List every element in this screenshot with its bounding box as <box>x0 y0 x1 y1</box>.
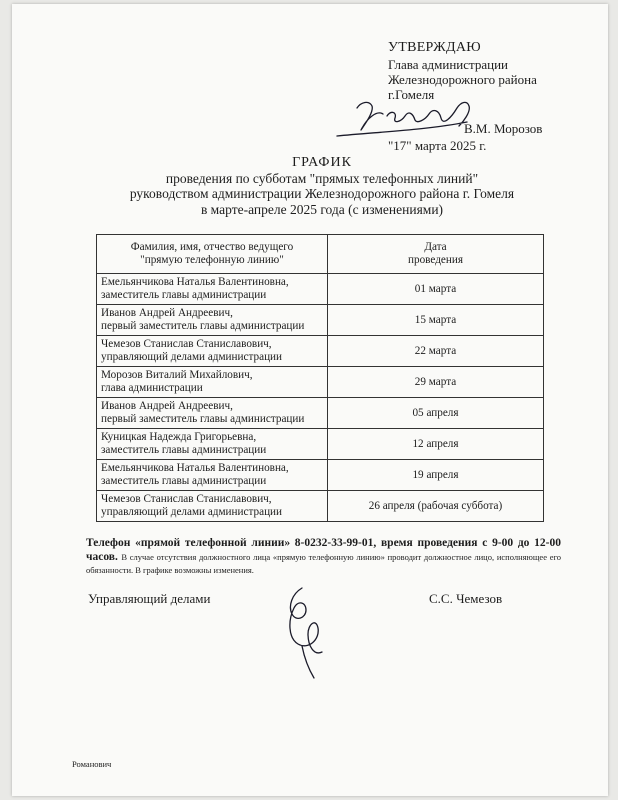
approver-name: В.М. Морозов <box>464 121 543 136</box>
title-line: в марте-апреле 2025 года (с изменениями) <box>200 201 444 217</box>
table-row <box>97 398 544 429</box>
document-page <box>12 4 608 796</box>
table-row <box>97 429 544 460</box>
cell-date: 15 марта <box>328 305 544 336</box>
table-row <box>97 460 544 491</box>
cell-date: 26 апреля (рабочая суббота) <box>328 491 544 522</box>
header-person: Фамилия, имя, отчество ведущего "прямую телефонную линию" <box>97 235 328 274</box>
manager-title: Управляющий делами <box>88 591 211 606</box>
cell-date: 12 апреля <box>328 429 544 460</box>
manager-signature <box>262 584 352 684</box>
approval-block <box>388 40 537 102</box>
table-row <box>97 274 544 305</box>
header-date: Дата проведения <box>328 235 544 274</box>
approval-heading: УТВЕРЖДАЮ <box>388 40 481 55</box>
cell-person: Чемезов Станислав Станиславович, управляющий делами администрации <box>97 336 328 367</box>
approval-line: Железнодорожного района <box>388 72 537 87</box>
cell-person: Куницкая Надежда Григорьевна, заместитель главы администрации <box>97 429 328 460</box>
phone-note-small: В случае отсутствия должностного лица «прямую телефонную линию» проводит должностное лицо, исполняющее его обязанности. В графике возможны изменения. <box>86 551 562 575</box>
approval-line: г.Гомеля <box>388 87 435 102</box>
table-row <box>97 367 544 398</box>
cell-person: Емельянчикова Наталья Валентиновна, заместитель главы администрации <box>97 274 328 305</box>
approval-date: "17" марта 2025 г. <box>388 138 487 153</box>
table-row <box>97 305 544 336</box>
executor-name: Романович <box>72 759 112 769</box>
cell-date: 29 марта <box>328 367 544 398</box>
cell-person: Иванов Андрей Андреевич, первый заместитель главы администрации <box>97 305 328 336</box>
cell-date: 05 апреля <box>328 398 544 429</box>
cell-date: 19 апреля <box>328 460 544 491</box>
title-line: проведения по субботам "прямых телефонных линий" <box>165 170 479 186</box>
phone-note-bold: Телефон «прямой телефонной линии» 8-0232-33-99-01, время проведения с 9-00 до 12-00 часов. <box>86 537 561 563</box>
phone-note <box>86 537 561 578</box>
cell-person: Морозов Виталий Михайлович, глава администрации <box>97 367 328 398</box>
cell-person: Иванов Андрей Андреевич, первый заместитель главы администрации <box>97 398 328 429</box>
table-header-row <box>97 235 544 274</box>
cell-person: Емельянчикова Наталья Валентиновна, заместитель главы администрации <box>97 460 328 491</box>
table-row <box>97 336 544 367</box>
table-row <box>97 491 544 522</box>
schedule-table <box>96 234 544 522</box>
title-line: ГРАФИК <box>292 155 352 170</box>
approval-line: Глава администрации <box>388 57 509 72</box>
title-line: руководством администрации Железнодорожного района г. Гомеля <box>129 186 515 201</box>
document-title <box>52 155 592 217</box>
cell-person: Чемезов Станислав Станиславович, управляющий делами администрации <box>97 491 328 522</box>
manager-name: С.С. Чемезов <box>429 591 503 606</box>
cell-date: 01 марта <box>328 274 544 305</box>
cell-date: 22 марта <box>328 336 544 367</box>
